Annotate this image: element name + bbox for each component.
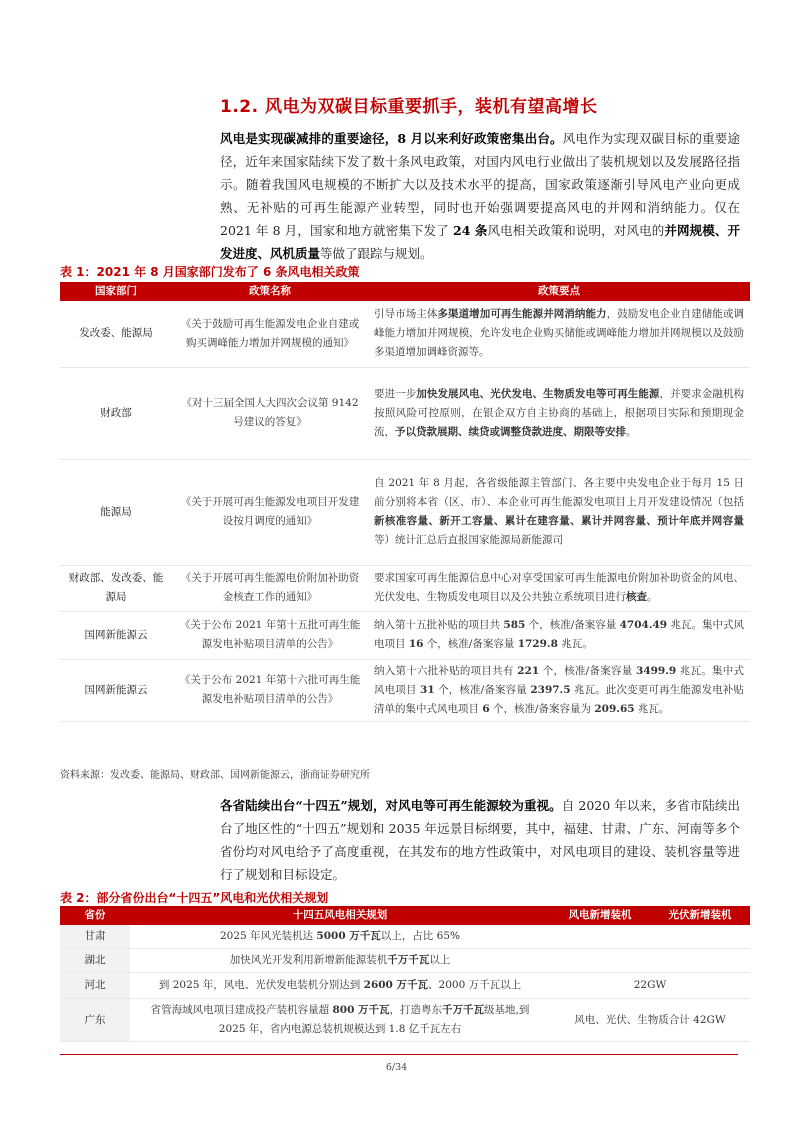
capacity-cell [550, 949, 750, 973]
table-row [60, 459, 750, 565]
provinces-paragraph [220, 794, 740, 886]
cell-text: 个，核准/备案容量 [423, 638, 518, 650]
cell-text: 纳入第十五批补贴的项目共 [374, 619, 504, 631]
table1-source: 资料来源：发改委、能源局、财政部、国网新能源云，浙商证券研究所 [60, 770, 370, 781]
cell-text: 引导市场主体 [374, 308, 438, 321]
cell-text: 要求国家可再生能源信息中心对享受国家可再生能源电价附加补助资金的风电、光伏发电、生物质发电项目以及公共独立系统项目进行 [374, 572, 744, 603]
page-number: 6/34 [385, 1062, 408, 1073]
emphasis-text: 予以贷款展期、续贷或调整贷款进度、期限等安排 [395, 425, 626, 438]
province-cell: 湖北 [60, 949, 130, 973]
cell-text: 2025 年风光装机达 [220, 930, 317, 942]
emphasis-text: 多渠道增加可再生能源并网消纳能力 [437, 308, 607, 321]
paragraph-text: 自 2020 年以来，多省市陆续出台了地区性的“十四五”规划和 2035 年远景目标纲要，其中，福建、甘肃、广东、河南等多个省份均对风电给予了高度重视，在其发布的地方性政策中，对风电项目的建设、装机容量等进行了规划和目标设定。 [220, 798, 740, 882]
col-header-policy: 政策名称 [172, 282, 368, 301]
plan-cell [130, 973, 550, 999]
col-header-points: 政策要点 [368, 282, 750, 301]
policy-points-cell [368, 367, 750, 459]
paragraph-emph: 并网规模、开发进度、风机质量 [220, 223, 740, 261]
policy-name-cell: 《关于公布 2021 年第十六批可再生能源发电补贴项目清单的公告》 [172, 659, 368, 721]
cell-text: 个，核准/备案容量 [434, 683, 531, 696]
policy-points-cell [368, 659, 750, 721]
col-header-province: 省份 [60, 906, 130, 925]
emphasis-text: 2600 万千瓦 [363, 979, 429, 991]
emphasis-text: 221 [517, 664, 540, 677]
dept-cell: 国网新能源云 [60, 659, 172, 721]
paragraph-emph: 24 条 [453, 223, 488, 238]
policy-points-cell [368, 611, 750, 659]
emphasis-text: 2397.5 [530, 683, 571, 696]
emphasis-text: 585 [503, 619, 526, 631]
paragraph-text: 风电相关政策和说明，对风电的 [487, 223, 665, 238]
col-header-wind: 风电新增装机 [550, 906, 650, 925]
cell-text: 等）统计汇总后直报国家能源局新能源司 [374, 534, 563, 546]
paragraph-lead: 风电是实现碳减排的重要途径，8 月以来利好政策密集出台。 [220, 131, 563, 146]
plan-cell [130, 999, 550, 1042]
policy-name-cell: 《关于鼓励可再生能源发电企业自建或购买调峰能力增加并网规模的通知》 [172, 301, 368, 367]
cell-text: ，鼓励发电企业自建储能或调峰能力增加并网规模，允许发电企业购买储能或调峰能力增加并网规模以及鼓励多渠道增加调峰资源等。 [374, 308, 745, 359]
province-plan-table [60, 906, 750, 1042]
capacity-cell: 风电、光伏、生物质合计 42GW [550, 999, 750, 1042]
policy-name-cell: 《关于开展可再生能源电价附加补助资金核查工作的通知》 [172, 565, 368, 611]
emphasis-text: 800 万千瓦 [332, 1004, 390, 1016]
emphasis-text: 31 [420, 683, 435, 696]
footer-divider [60, 1054, 738, 1055]
cell-text: 。 [626, 425, 637, 438]
section-title: 1.2. 风电为双碳目标重要抓手，装机有望高增长 [220, 97, 598, 117]
table-row [60, 367, 750, 459]
policy-name-cell: 《关于开展可再生能源发电项目开发建设按月调度的通知》 [172, 459, 368, 565]
policy-table [60, 282, 750, 722]
plan-cell [130, 949, 550, 973]
dept-cell: 财政部 [60, 367, 172, 459]
policy-name-cell: 《对十三届全国人大四次会议第 9142 号建议的答复》 [172, 367, 368, 459]
paragraph-text: 等做了跟踪与规划。 [320, 246, 433, 261]
cell-text: ，并要求金融机构按照风险可控原则，在银企双方自主协商的基础上，根据项目实际和预期现金流， [374, 387, 745, 438]
col-header-dept: 国家部门 [60, 282, 172, 301]
cell-text: 要进一步 [374, 387, 417, 400]
table-row [60, 973, 750, 999]
cell-text: 兆瓦。此次变更可再生能源发电补贴清单的集中式风电项目 [374, 683, 744, 715]
cell-text: 兆瓦。 [557, 638, 593, 650]
cell-text: 兆瓦。集中式风电项目 [374, 619, 745, 650]
cell-text: 到 2025 年，风电、光伏发电装机分别达到 [158, 979, 364, 991]
table-row [60, 565, 750, 611]
plan-cell [130, 925, 550, 949]
table-row [60, 659, 750, 721]
emphasis-text: 千万千瓦 [442, 1004, 485, 1016]
table2-caption: 表 2：部分省份出台“十四五”风电和光伏相关规划 [60, 891, 329, 905]
dept-cell: 能源局 [60, 459, 172, 565]
capacity-cell [550, 925, 750, 949]
cell-text: 级基地,到 2025 年，省内电源总装机规模达到 1.8 亿千瓦左右 [218, 1004, 530, 1035]
emphasis-text: 4704.49 [619, 619, 668, 631]
cell-text: 兆瓦。集中式风电项目 [374, 664, 744, 696]
table-row [60, 999, 750, 1042]
dept-cell: 财政部、发改委、能源局 [60, 565, 172, 611]
cell-text: 个，核准/备案容量为 [489, 702, 595, 715]
emphasis-text: 1729.8 [517, 638, 558, 650]
table-row [60, 301, 750, 367]
paragraph-lead: 各省陆续出台“十四五”规划，对风电等可再生能源较为重视。 [220, 798, 562, 813]
emphasis-text: 核查 [626, 591, 647, 603]
dept-cell: 国网新能源云 [60, 611, 172, 659]
cell-text: 、2000 万千瓦以上 [428, 979, 522, 991]
cell-text: ，打造粤东 [389, 1004, 443, 1016]
cell-text: 以上，占比 65% [380, 930, 460, 942]
policy-name-cell: 《关于公布 2021 年第十五批可再生能源发电补贴项目清单的公告》 [172, 611, 368, 659]
table-header-row [60, 906, 750, 925]
emphasis-text: 5000 万千瓦 [316, 930, 381, 942]
emphasis-text: 3499.9 [636, 664, 677, 677]
cell-text: 个，核准/备案容量 [539, 664, 637, 677]
intro-paragraph [220, 127, 740, 265]
emphasis-text: 209.65 [594, 702, 635, 715]
cell-text: 加快风光开发利用新增新能源装机 [229, 954, 388, 966]
col-header-pv: 光伏新增装机 [650, 906, 750, 925]
cell-text: 省管海域风电项目建成投产装机容量超 [150, 1004, 333, 1016]
emphasis-text: 加快发展风电、光伏发电、生物质发电等可再生能源 [416, 387, 660, 400]
policy-points-cell [368, 301, 750, 367]
table-header-row [60, 282, 750, 301]
table-row [60, 611, 750, 659]
cell-text: 自 2021 年 8 月起，各省级能源主管部门、各主要中央发电企业于每月 15 日前分别将本省（区、市）、本企业可再生能源发电项目上月开发建设情况（包括 [374, 477, 744, 508]
emphasis-text: 16 [408, 638, 424, 650]
province-cell: 河北 [60, 973, 130, 999]
emphasis-text: 千万千瓦 [387, 954, 430, 966]
cell-text: 。 [647, 591, 658, 603]
cell-text: 个，核准/备案容量 [525, 619, 620, 631]
policy-points-cell [368, 565, 750, 611]
province-cell: 广东 [60, 999, 130, 1042]
province-cell: 甘肃 [60, 925, 130, 949]
capacity-cell: 22GW [550, 973, 750, 999]
emphasis-text: 新核准容量、新开工容量、累计在建容量、累计并网容量、预计年底并网容量 [374, 515, 744, 527]
col-header-plan: 十四五风电相关规划 [130, 906, 550, 925]
table-row [60, 949, 750, 973]
cell-text: 纳入第十六批补贴的项目共有 [374, 664, 518, 677]
cell-text: 兆瓦。 [634, 702, 670, 715]
dept-cell: 发改委、能源局 [60, 301, 172, 367]
cell-text: 以上 [429, 954, 451, 966]
table-row [60, 925, 750, 949]
table1-caption: 表 1：2021 年 8 月国家部门发布了 6 条风电相关政策 [60, 265, 360, 279]
paragraph-text: 风电作为实现双碳目标的重要途径，近年来国家陆续下发了数十条风电政策，对国内风电行业做出了装机规划以及发展路径指示。随着我国风电规模的不断扩大以及技术水平的提高，国家政策逐渐引导风电产业向更成熟、无补贴的可再生能源产业转型，同时也开始强调要提高风电的并网和消纳能力。仅在 2021 年 8 月，国家和地方就密集下发了 [220, 131, 740, 238]
policy-points-cell [368, 459, 750, 565]
emphasis-text: 6 [482, 702, 490, 715]
